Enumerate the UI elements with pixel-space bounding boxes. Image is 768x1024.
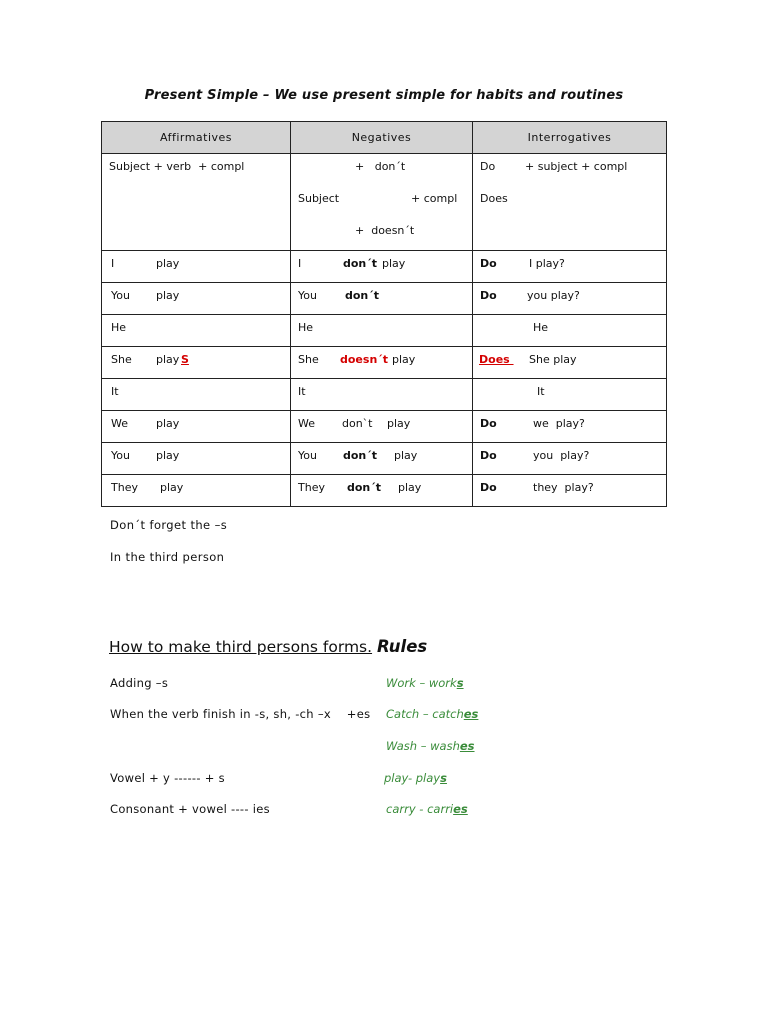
structure-affirmative: Subject + verb + compl: [109, 160, 245, 173]
affirmative-pronoun: You: [111, 449, 130, 462]
negative-pronoun: You: [298, 289, 317, 302]
rules-heading-text: How to make third persons forms.: [109, 638, 373, 656]
affirmative-suffix-s: S: [181, 353, 189, 366]
rule-example: [386, 739, 475, 753]
affirmative-pronoun: We: [111, 417, 128, 430]
rule-example: [386, 676, 464, 690]
rule-example: [386, 802, 468, 816]
negative-verb: play: [392, 353, 416, 366]
page-title: Present Simple – We use present simple for habits and routines: [144, 88, 624, 103]
table-row: [102, 251, 667, 283]
interrogative-auxiliary: Do: [480, 481, 497, 494]
negative-pronoun: You: [298, 449, 317, 462]
header-affirmatives: Affirmatives: [102, 122, 291, 154]
rule-example-suffix: s: [440, 771, 447, 785]
interrogative-rest: we play?: [533, 417, 585, 430]
rule-label: Vowel + y ------ + s: [110, 771, 225, 785]
note-third-person: In the third person: [110, 550, 225, 564]
interrogative-auxiliary: Do: [480, 257, 497, 270]
negative-verb: play: [387, 417, 411, 430]
rule-example-suffix: s: [456, 676, 464, 690]
interrogative-rest: He: [533, 321, 549, 334]
table-row: [102, 475, 667, 507]
negative-verb: play: [394, 449, 418, 462]
negative-auxiliary: don´t: [343, 449, 378, 462]
structure-plus-dont: + don´t: [355, 160, 406, 173]
rule-label: Consonant + vowel ---- ies: [110, 802, 270, 816]
rule-label: When the verb finish in -s, sh, -ch –x +es: [110, 707, 371, 721]
table-row: [102, 347, 667, 379]
interrogative-auxiliary: Do: [480, 417, 497, 430]
rules-heading: [109, 637, 427, 656]
affirmative-pronoun: She: [111, 353, 132, 366]
affirmative-pronoun: He: [111, 321, 127, 334]
interrogative-auxiliary: Does: [479, 353, 514, 366]
interrogative-rest: you play?: [527, 289, 580, 302]
affirmative-verb: play: [160, 481, 184, 494]
rule-example-base: Wash – wash: [386, 739, 460, 753]
affirmative-verb: play: [156, 289, 180, 302]
rule-example-base: Work – work: [386, 676, 457, 690]
negative-auxiliary: don´t: [347, 481, 382, 494]
rule-example-base: carry - carri: [386, 802, 454, 816]
negative-pronoun: She: [298, 353, 319, 366]
rule-example-base: Catch – catch: [386, 707, 464, 721]
interrogative-rest: She play: [529, 353, 577, 366]
rule-example: [386, 707, 478, 721]
interrogative-rest: you play?: [533, 449, 590, 462]
structure-plus-doesnt: + doesn´t: [355, 224, 415, 237]
rule-example-suffix: es: [459, 739, 475, 753]
rule-example: [384, 771, 447, 785]
negative-verb: play: [382, 257, 406, 270]
table-row: [102, 379, 667, 411]
affirmative-verb: play: [156, 353, 180, 366]
negative-auxiliary: doesn´t: [340, 353, 389, 366]
note-forget-s: Don´t forget the –s: [110, 518, 228, 532]
negative-pronoun: We: [298, 417, 315, 430]
affirmative-verb: play: [156, 417, 180, 430]
interrogative-rest: It: [537, 385, 545, 398]
rule-label: Adding –s: [110, 676, 169, 690]
interrogative-auxiliary: Do: [480, 449, 497, 462]
table-row: [102, 283, 667, 315]
negative-pronoun: They: [298, 481, 325, 494]
table-header-row: [102, 122, 667, 154]
negative-auxiliary: don´t: [345, 289, 380, 302]
negative-auxiliary: don´t: [343, 257, 378, 270]
interrogative-rest: they play?: [533, 481, 594, 494]
rule-example-suffix: es: [453, 802, 468, 816]
table-row-structure: [102, 154, 667, 251]
negative-pronoun: He: [298, 321, 314, 334]
rules-heading-emphasis: Rules: [377, 637, 428, 656]
structure-compl: + compl: [411, 192, 458, 205]
rule-example-base: play- play: [384, 771, 441, 785]
structure-subject: Subject: [298, 192, 340, 205]
negative-pronoun: I: [298, 257, 302, 270]
affirmative-verb: play: [156, 257, 180, 270]
rule-example-suffix: es: [463, 707, 479, 721]
affirmative-pronoun: It: [111, 385, 119, 398]
interrogative-auxiliary: Do: [480, 289, 497, 302]
negative-verb: play: [398, 481, 422, 494]
structure-interrogative-rest: + subject + compl: [525, 160, 628, 173]
structure-do: Do: [480, 160, 496, 173]
structure-does: Does: [480, 192, 508, 205]
table-row: [102, 443, 667, 475]
affirmative-pronoun: You: [111, 289, 130, 302]
table-row: [102, 315, 667, 347]
conjugation-table: [101, 121, 667, 507]
header-negatives: Negatives: [291, 122, 473, 154]
header-interrogatives: Interrogatives: [473, 122, 667, 154]
affirmative-pronoun: They: [111, 481, 138, 494]
affirmative-verb: play: [156, 449, 180, 462]
negative-auxiliary: don`t: [342, 417, 373, 430]
negative-pronoun: It: [298, 385, 306, 398]
interrogative-rest: I play?: [529, 257, 565, 270]
table-row: [102, 411, 667, 443]
affirmative-pronoun: I: [111, 257, 115, 270]
